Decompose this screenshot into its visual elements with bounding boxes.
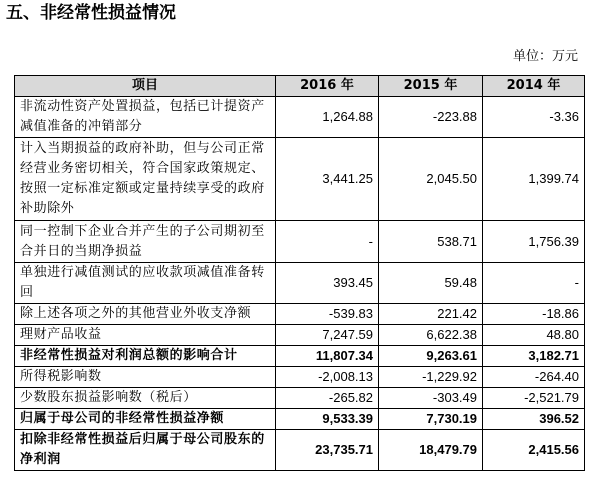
value-2015: -303.49 [379, 388, 483, 409]
value-2015: 221.42 [379, 304, 483, 325]
value-2014: 1,756.39 [483, 221, 585, 263]
row-label: 同一控制下企业合并产生的子公司期初至合并日的当期净损益 [15, 221, 276, 263]
table-row [15, 304, 585, 325]
value-2016: - [276, 221, 379, 263]
value-2015: 9,263.61 [379, 346, 483, 367]
value-2015: 538.71 [379, 221, 483, 263]
row-label: 归属于母公司的非经常性损益净额 [15, 409, 276, 430]
table-row [15, 409, 585, 430]
value-2014: 48.80 [483, 325, 585, 346]
row-label: 扣除非经常性损益后归属于母公司股东的净利润 [15, 430, 276, 471]
value-2016: -539.83 [276, 304, 379, 325]
table-header-row [15, 76, 585, 97]
table-row [15, 430, 585, 471]
value-2014: 3,182.71 [483, 346, 585, 367]
value-2016: 393.45 [276, 263, 379, 304]
value-2015: 18,479.79 [379, 430, 483, 471]
value-2016: -2,008.13 [276, 367, 379, 388]
row-label: 理财产品收益 [15, 325, 276, 346]
table-row [15, 346, 585, 367]
row-label: 单独进行减值测试的应收款项减值准备转回 [15, 263, 276, 304]
table-body [15, 97, 585, 471]
row-label: 所得税影响数 [15, 367, 276, 388]
value-2014: 396.52 [483, 409, 585, 430]
value-2015: 6,622.38 [379, 325, 483, 346]
header-2014: 2014 年 [483, 76, 585, 97]
non-recurring-gains-table [14, 75, 585, 471]
value-2014: 1,399.74 [483, 138, 585, 221]
unit-label: 单位：万元 [512, 49, 578, 64]
value-2014: - [483, 263, 585, 304]
value-2014: -3.36 [483, 97, 585, 138]
value-2016: 11,807.34 [276, 346, 379, 367]
row-label: 非流动性资产处置损益，包括已计提资产减值准备的冲销部分 [15, 97, 276, 138]
header-item: 项目 [15, 76, 276, 97]
value-2014: 2,415.56 [483, 430, 585, 471]
value-2016: 9,533.39 [276, 409, 379, 430]
table-row [15, 325, 585, 346]
table-row [15, 138, 585, 221]
value-2014: -18.86 [483, 304, 585, 325]
section-title: 五、非经常性损益情况 [6, 3, 176, 23]
value-2016: 1,264.88 [276, 97, 379, 138]
value-2016: -265.82 [276, 388, 379, 409]
value-2014: -264.40 [483, 367, 585, 388]
row-label: 非经常性损益对利润总额的影响合计 [15, 346, 276, 367]
table-row [15, 367, 585, 388]
value-2016: 7,247.59 [276, 325, 379, 346]
row-label: 少数股东损益影响数（税后） [15, 388, 276, 409]
value-2015: -1,229.92 [379, 367, 483, 388]
header-2015: 2015 年 [379, 76, 483, 97]
value-2015: -223.88 [379, 97, 483, 138]
table-row [15, 263, 585, 304]
header-2016: 2016 年 [276, 76, 379, 97]
row-label: 计入当期损益的政府补助，但与公司正常经营业务密切相关，符合国家政策规定、按照一定标准定额或定量持续享受的政府补助除外 [15, 138, 276, 221]
value-2015: 2,045.50 [379, 138, 483, 221]
value-2016: 23,735.71 [276, 430, 379, 471]
table-row [15, 221, 585, 263]
value-2015: 7,730.19 [379, 409, 483, 430]
row-label: 除上述各项之外的其他营业外收支净额 [15, 304, 276, 325]
value-2015: 59.48 [379, 263, 483, 304]
table-row [15, 388, 585, 409]
table-row [15, 97, 585, 138]
value-2016: 3,441.25 [276, 138, 379, 221]
value-2014: -2,521.79 [483, 388, 585, 409]
